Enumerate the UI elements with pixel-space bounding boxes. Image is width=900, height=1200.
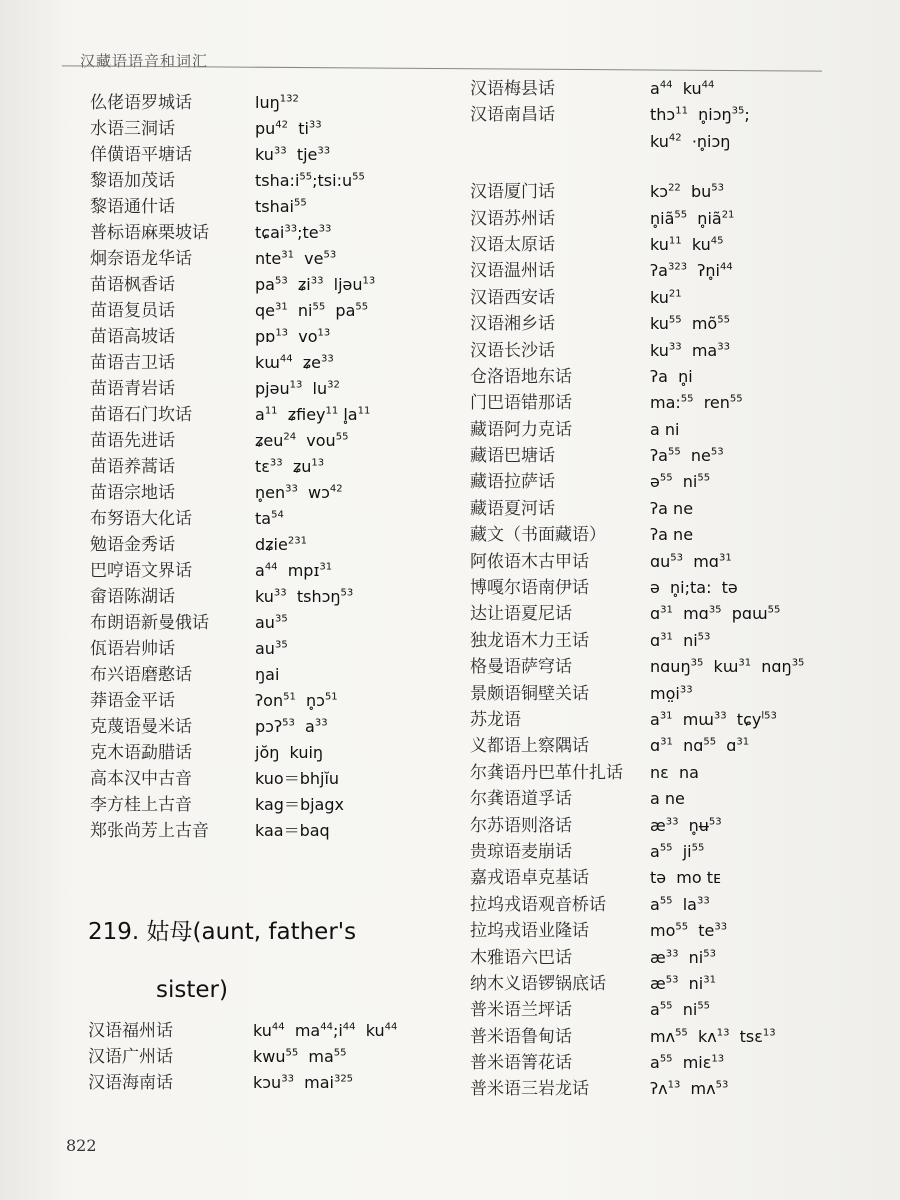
dialect-name: 博嘎尔语南伊话 xyxy=(470,578,589,599)
ipa-transcription: $tɕai^{33};te^{33}$ xyxy=(255,223,332,242)
ipa-transcription: ʔa$^{323}$ $ʔn̥i^{44}$ xyxy=(650,261,733,281)
dialect-name: 嘉戎语卓克基话 xyxy=(470,868,589,889)
ipa-transcription: $ku^{55}$ $mõ^{55}$ xyxy=(650,314,730,334)
section-title-line1: 姑母(aunt, father's xyxy=(146,919,357,945)
entry-row xyxy=(470,311,870,337)
ipa-transcription: $qe^{31}$ $ni^{55}$ $pa^{55}$ xyxy=(255,301,369,320)
dialect-name: 苗语复员话 xyxy=(90,301,175,321)
section-title-line2: sister) xyxy=(156,977,228,1003)
ipa-transcription: pɔʔ$^{53}$ $a^{33}$ xyxy=(255,717,328,736)
dialect-name: 藏语拉萨话 xyxy=(470,472,555,493)
entry-row xyxy=(90,90,460,116)
dialect-name: 高本汉中古音 xyxy=(90,769,192,789)
ipa-transcription: a ni xyxy=(650,419,680,439)
dialect-name: 苗语养蒿话 xyxy=(90,457,175,477)
ipa-transcription: pɒ$^{13}$ $vo^{13}$ xyxy=(255,327,331,346)
dialect-name: 汉语太原话 xyxy=(470,234,555,255)
dialect-name: 拉坞戎语业隆话 xyxy=(470,921,589,942)
ipa-transcription: $pu^{42}$ $ti^{33}$ xyxy=(255,119,322,138)
dialect-name: 汉语温州话 xyxy=(470,261,555,282)
ipa-transcription: nɛ na xyxy=(650,762,699,782)
entry-row xyxy=(88,1070,458,1096)
ipa-transcription: kwu$^{55}$ $ma^{55}$ xyxy=(253,1047,347,1066)
entry-row xyxy=(90,454,460,480)
entry-row xyxy=(90,766,460,792)
dialect-name: 苗语枫香话 xyxy=(90,275,175,295)
ipa-transcription: kaa＝baq xyxy=(255,821,330,840)
ipa-transcription: dʑie$^{231}$ xyxy=(255,535,307,554)
entry-row xyxy=(470,285,870,311)
entry-row xyxy=(470,364,870,390)
dialect-name: 景颇语铜壁关话 xyxy=(470,683,589,704)
ipa-transcription: ʔa ne xyxy=(650,498,694,518)
dialect-name: 仓洛语地东话 xyxy=(470,366,572,387)
entry-row xyxy=(470,443,870,469)
entry-row xyxy=(470,997,870,1023)
dialect-name: 苗语高坡话 xyxy=(90,327,175,347)
ipa-transcription: $a^{31}$ mɯ$^{33}$ tɕy$^{l53}$ xyxy=(650,709,777,729)
ipa-transcription: mʌ$^{55}$ kʌ$^{13}$ tsɛ$^{13}$ xyxy=(650,1026,776,1046)
dialect-name: 汉语南昌话 xyxy=(470,105,555,126)
ipa-transcription: $æ^{33}$ n̥ʉ$^{53}$ xyxy=(650,815,722,835)
dialect-name: 水语三洞话 xyxy=(90,119,175,139)
entry-row xyxy=(470,258,870,284)
entry-row xyxy=(470,469,870,495)
dialect-name: 汉语福州话 xyxy=(88,1021,173,1041)
entry-row xyxy=(470,338,870,364)
dialect-name: 普标语麻栗坡话 xyxy=(90,223,209,243)
ipa-transcription: $tsha:i^{55};tsi:u^{55}$ xyxy=(255,171,365,190)
entry-row xyxy=(470,575,870,601)
entry-row xyxy=(470,76,870,102)
entry-row xyxy=(470,102,870,128)
ipa-transcription: $a^{55}$ $ji^{55}$ xyxy=(650,841,705,861)
entry-row xyxy=(88,1044,458,1070)
ipa-transcription: ɑu$^{53}$ mɑ$^{31}$ xyxy=(650,551,732,571)
dialect-name: 郑张尚芳上古音 xyxy=(90,821,209,841)
dialect-name: 藏文（书面藏语） xyxy=(470,525,606,546)
entry-row xyxy=(470,390,870,416)
ipa-transcription: $a^{11}$ ʑfiey$^{11}$ $l̥a^{11}$ xyxy=(255,405,371,424)
ipa-transcription: ʔa ne xyxy=(650,525,694,545)
ipa-transcription: ʔa n̥i xyxy=(650,366,693,386)
ipa-transcription: a ne xyxy=(650,789,685,809)
entry-row xyxy=(470,232,870,258)
dialect-name: 藏语巴塘话 xyxy=(470,446,555,467)
ipa-transcription: $æ^{33}$ $ni^{53}$ xyxy=(650,947,716,967)
dialect-name: 尔龚语丹巴革什扎话 xyxy=(470,762,623,783)
dialect-name: 苗语青岩话 xyxy=(90,379,175,399)
bottom-left-column xyxy=(88,1018,458,1096)
ipa-transcription: $ku^{33}$ tje$^{33}$ xyxy=(255,145,331,164)
entry-row xyxy=(90,740,460,766)
dialect-name: 格曼语萨穹话 xyxy=(470,657,572,678)
dialect-name: 黎语通什话 xyxy=(90,197,175,217)
entry-row xyxy=(90,506,460,532)
page-number: 822 xyxy=(66,1136,97,1155)
ipa-transcription: $pa^{53}$ ʑi$^{33}$ ljəu$^{13}$ xyxy=(255,275,376,294)
entry-row xyxy=(90,142,460,168)
dialect-name: 佯僙语平塘话 xyxy=(90,145,192,165)
entry-row xyxy=(90,350,460,376)
dialect-name: 佤语岩帅话 xyxy=(90,639,175,659)
entry-row xyxy=(470,628,870,654)
dialect-name: 阿侬语木古甲话 xyxy=(470,551,589,572)
ipa-transcription: $ku^{42}$ ·n̥iɔŋ xyxy=(650,131,731,151)
entry-row xyxy=(90,220,460,246)
entry-row xyxy=(90,662,460,688)
dialect-name: 门巴语错那话 xyxy=(470,393,572,414)
ipa-transcription: $ku^{33}$ $ma^{33}$ xyxy=(650,340,730,360)
ipa-transcription: $mo̤i^{33}$ xyxy=(650,683,693,703)
entry-row xyxy=(90,168,460,194)
entry-row xyxy=(90,532,460,558)
dialect-name: 布朗语新曼俄话 xyxy=(90,613,209,633)
entry-row xyxy=(470,417,870,443)
entry-row xyxy=(90,194,460,220)
ipa-transcription: $ku^{21}$ xyxy=(650,287,682,307)
entry-row xyxy=(470,733,870,759)
entry-row xyxy=(90,558,460,584)
dialect-name: 黎语加茂话 xyxy=(90,171,175,191)
dialect-name: 纳木义语锣锅底话 xyxy=(470,973,606,994)
dialect-name: 克木语勐腊话 xyxy=(90,743,192,763)
entry-row xyxy=(90,636,460,662)
ipa-transcription: $n̥en^{33}$ wɔ$^{42}$ xyxy=(255,483,343,502)
dialect-name: 汉语厦门话 xyxy=(470,182,555,203)
ipa-transcription: ʔʌ$^{13}$ mʌ$^{53}$ xyxy=(650,1079,729,1099)
ipa-transcription: thɔ$^{11}$ n̥iɔŋ$^{35}$; xyxy=(650,105,750,125)
dialect-name: 克蔑语曼米话 xyxy=(90,717,192,737)
entry-row xyxy=(90,584,460,610)
dialect-name: 尔苏语则洛话 xyxy=(470,815,572,836)
entry-row xyxy=(90,714,460,740)
dialect-name: 藏语阿力克话 xyxy=(470,419,572,440)
ipa-transcription: pjəu$^{13}$ $lu^{32}$ xyxy=(255,379,340,398)
ipa-transcription: ə n̥i;ta: tə xyxy=(650,578,738,598)
entry-row xyxy=(470,496,870,522)
ipa-transcription: kuo＝bhjĭu xyxy=(255,769,340,788)
dialect-name: 苏龙语 xyxy=(470,709,521,730)
entry-row xyxy=(470,129,870,155)
dialect-name: 巴哼语文界话 xyxy=(90,561,192,581)
entry-row xyxy=(470,865,870,891)
ipa-transcription: ʔon$^{51}$ n̥ɔ$^{51}$ xyxy=(255,691,338,710)
dialect-name: 汉语广州话 xyxy=(88,1047,173,1067)
ipa-transcription: $a^{44}$ mpɪ$^{31}$ xyxy=(255,561,333,580)
entry-row xyxy=(470,654,870,680)
entry-row xyxy=(470,179,870,205)
dialect-name: 达让语夏尼话 xyxy=(470,604,572,625)
dialect-name: 勉语金秀话 xyxy=(90,535,175,555)
dialect-name: 布兴语磨憨话 xyxy=(90,665,192,685)
dialect-name: 李方桂上古音 xyxy=(90,795,192,815)
entry-row xyxy=(470,918,870,944)
ipa-transcription: nte$^{31}$ $ve^{53}$ xyxy=(255,249,337,268)
ipa-transcription: ɑ$^{31}$ $ni^{53}$ xyxy=(650,630,711,650)
entry-row xyxy=(90,272,460,298)
dialect-name: 苗语先进话 xyxy=(90,431,175,451)
entry-row xyxy=(470,549,870,575)
ipa-transcription: ma:$^{55}$ ren$^{55}$ xyxy=(650,393,743,413)
dialect-name: 莽语金平话 xyxy=(90,691,175,711)
ipa-transcription: $au^{35}$ xyxy=(255,613,288,632)
ipa-transcription: nɑuŋ$^{35}$ kɯ$^{31}$ nɑŋ$^{35}$ xyxy=(650,657,805,677)
ipa-transcription: ɑ$^{31}$ nɑ$^{55}$ ɑ$^{31}$ xyxy=(650,736,750,756)
ipa-transcription: tɛ$^{33}$ ʑu$^{13}$ xyxy=(255,457,325,476)
entry-row xyxy=(90,298,460,324)
section-heading xyxy=(88,915,356,1007)
dialect-name: 藏语夏河话 xyxy=(470,498,555,519)
entry-row xyxy=(470,892,870,918)
dialect-name: 布努语大化话 xyxy=(90,509,192,529)
ipa-transcription: $ku^{33}$ tshɔŋ$^{53}$ xyxy=(255,587,354,606)
ipa-transcription: kɔ$^{22}$ $bu^{53}$ xyxy=(650,182,724,202)
dialect-name: 炯奈语龙华话 xyxy=(90,249,192,269)
entry-row xyxy=(90,116,460,142)
ipa-transcription: tshai$^{55}$ xyxy=(255,197,307,216)
ipa-transcription: ŋai xyxy=(255,665,280,684)
left-column xyxy=(90,90,460,844)
ipa-transcription: $au^{35}$ xyxy=(255,639,288,658)
ipa-transcription: $a^{55}$ $ni^{55}$ xyxy=(650,1000,711,1020)
dialect-name: 汉语苏州话 xyxy=(470,208,555,229)
ipa-transcription: ʔa$^{55}$ $ne^{53}$ xyxy=(650,446,724,466)
entry-row xyxy=(470,945,870,971)
entry-row xyxy=(470,1076,870,1102)
ipa-transcription: $a^{55}$ $la^{33}$ xyxy=(650,894,710,914)
running-header: 汉藏语语音和词汇 xyxy=(80,52,209,70)
dialect-name: 贵琼语麦崩话 xyxy=(470,841,572,862)
ipa-transcription: $ku^{11}$ $ku^{45}$ xyxy=(650,234,724,254)
ipa-transcription: $æ^{53}$ $ni^{31}$ xyxy=(650,973,716,993)
entry-row xyxy=(90,480,460,506)
ipa-transcription: luŋ$^{132}$ xyxy=(255,93,299,112)
ipa-transcription: kag＝bjagx xyxy=(255,795,344,814)
dialect-name: 义都语上察隅话 xyxy=(470,736,589,757)
entry-row xyxy=(470,601,870,627)
dialect-name: 尔龚语道孚话 xyxy=(470,789,572,810)
ipa-transcription: kɯ$^{44}$ ʑe$^{33}$ xyxy=(255,353,334,372)
entry-row xyxy=(470,681,870,707)
ipa-transcription: jŏŋ kuiŋ xyxy=(255,743,324,762)
entry-row xyxy=(470,206,870,232)
entry-row xyxy=(470,813,870,839)
entry-row xyxy=(88,1018,458,1044)
dialect-name: 汉语湘乡话 xyxy=(470,314,555,335)
dialect-name: 木雅语六巴话 xyxy=(470,947,572,968)
dialect-name: 苗语吉卫话 xyxy=(90,353,175,373)
dialect-name: 仫佬语罗城话 xyxy=(90,93,192,113)
entry-row xyxy=(470,839,870,865)
entry-row xyxy=(470,971,870,997)
ipa-transcription: tə mo tᴇ xyxy=(650,868,721,888)
ipa-transcription: $ta^{54}$ xyxy=(255,509,284,528)
entry-row xyxy=(470,1050,870,1076)
entry-row xyxy=(470,760,870,786)
dialect-name: 普米语三岩龙话 xyxy=(470,1079,589,1100)
entry-row xyxy=(90,324,460,350)
entry-row xyxy=(90,610,460,636)
entry-gap xyxy=(470,155,870,179)
ipa-transcription: $mo^{55}$ $te^{33}$ xyxy=(650,921,728,941)
dialect-name: 汉语梅县话 xyxy=(470,79,555,99)
section-number: 219. xyxy=(88,919,140,945)
right-column xyxy=(470,76,870,1103)
ipa-transcription: $n̥iã^{55}$ $n̥iã^{21}$ xyxy=(650,208,735,228)
ipa-transcription: ʑeu$^{24}$ vou$^{55}$ xyxy=(255,431,349,450)
entry-row xyxy=(90,246,460,272)
dialect-name: 独龙语木力王话 xyxy=(470,630,589,651)
dialect-name: 普米语箐花话 xyxy=(470,1053,572,1074)
ipa-transcription: $ku^{44}$ $ma^{44};i^{44}$ $ku^{44}$ xyxy=(253,1021,398,1040)
entry-row xyxy=(470,786,870,812)
entry-row xyxy=(90,792,460,818)
ipa-transcription: ɑ$^{31}$ mɑ$^{35}$ pɑɯ$^{55}$ xyxy=(650,604,781,624)
ipa-transcription: $a^{44}$ $ku^{44}$ xyxy=(650,79,715,98)
entry-row xyxy=(470,1024,870,1050)
ipa-transcription: kɔu$^{33}$ mai$^{325}$ xyxy=(253,1073,354,1092)
dialect-name: 拉坞戎语观音桥话 xyxy=(470,894,606,915)
entry-row xyxy=(470,707,870,733)
entry-row xyxy=(470,522,870,548)
dialect-name: 苗语石门坎话 xyxy=(90,405,192,425)
dialect-name: 汉语西安话 xyxy=(470,287,555,308)
ipa-transcription: $a^{55}$ miɛ$^{13}$ xyxy=(650,1053,725,1073)
entry-row xyxy=(90,428,460,454)
entry-row xyxy=(90,688,460,714)
ipa-transcription: ə$^{55}$ $ni^{55}$ xyxy=(650,472,711,492)
dialect-name: 畲语陈湖话 xyxy=(90,587,175,607)
dialect-name: 汉语海南话 xyxy=(88,1073,173,1093)
entry-row xyxy=(90,376,460,402)
dialect-name: 汉语长沙话 xyxy=(470,340,555,361)
entry-row xyxy=(90,402,460,428)
dialect-name: 苗语宗地话 xyxy=(90,483,175,503)
dialect-name: 普米语鲁甸话 xyxy=(470,1026,572,1047)
entry-row xyxy=(90,818,460,844)
dialect-name: 普米语兰坪话 xyxy=(470,1000,572,1021)
